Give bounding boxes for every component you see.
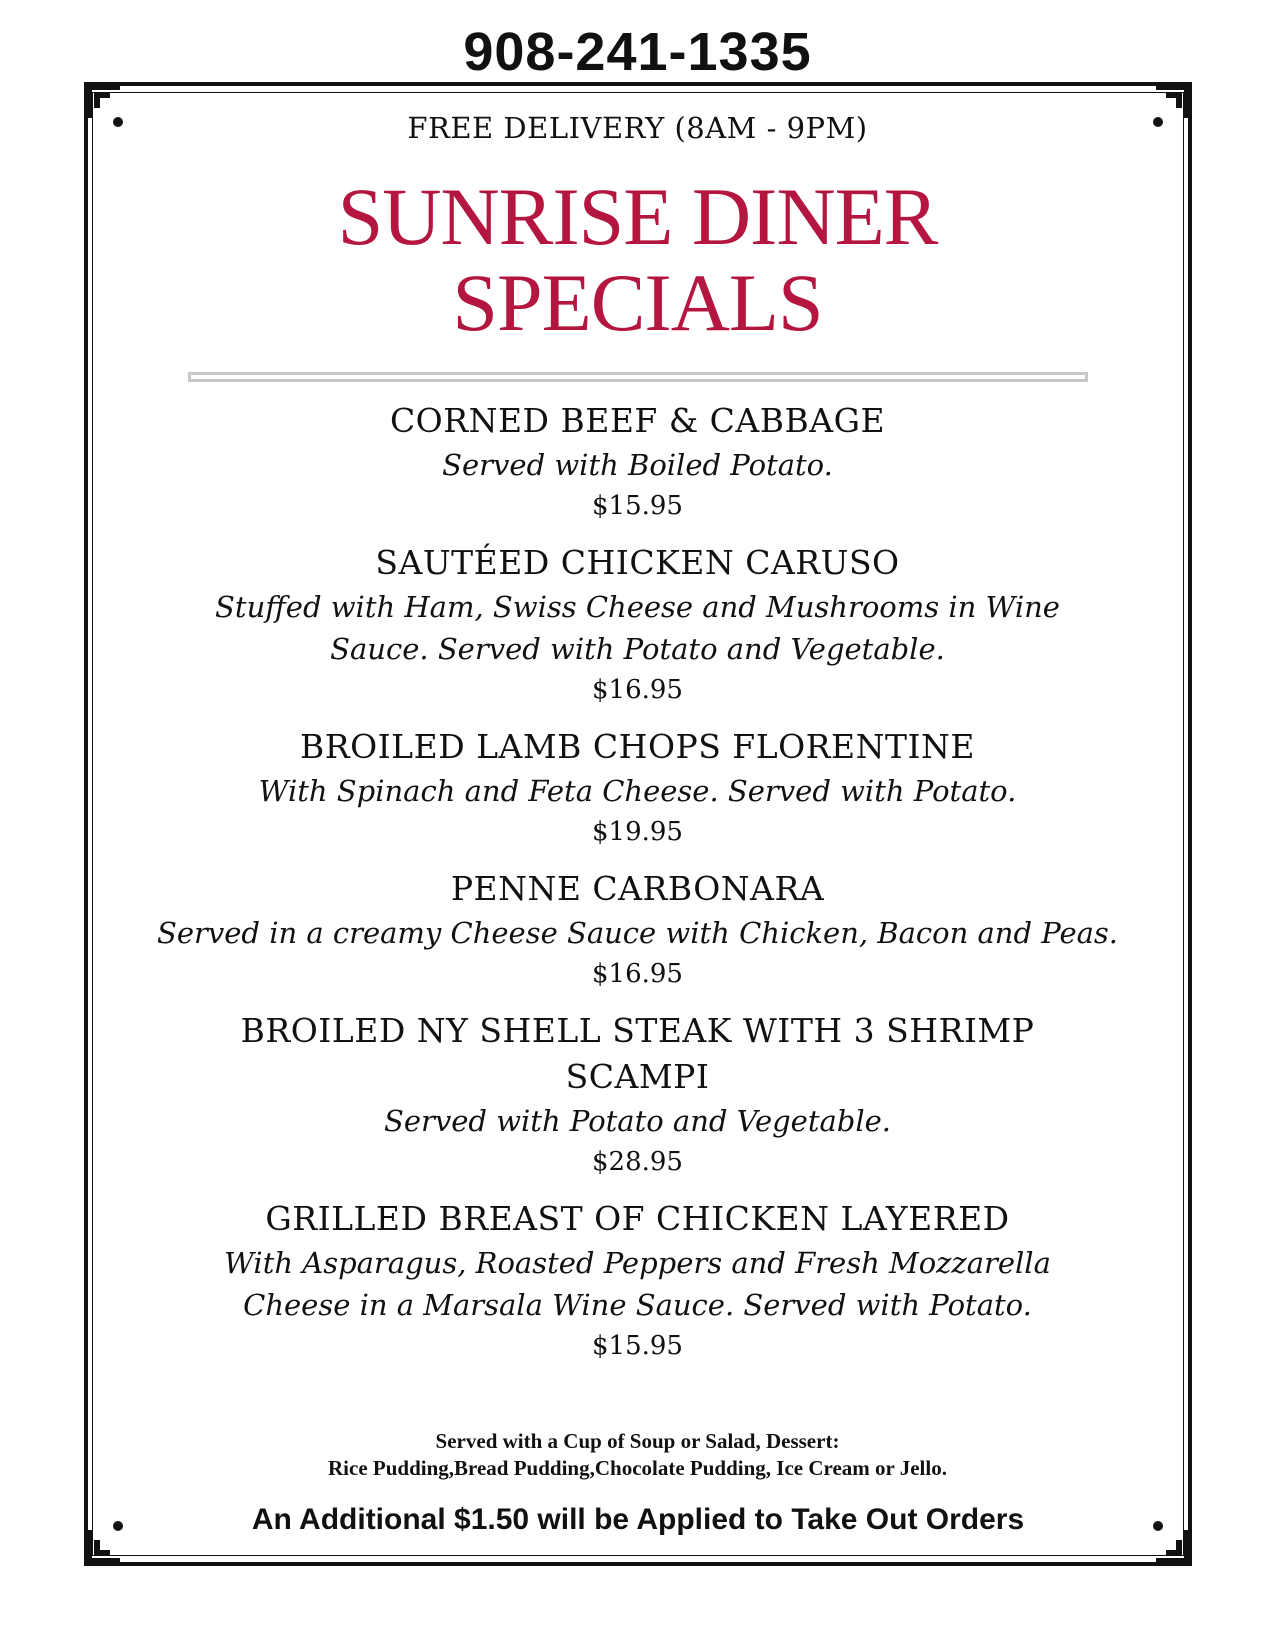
menu-item <box>150 724 1125 852</box>
menu-item <box>150 398 1125 526</box>
corner-ornament-icon <box>1134 78 1196 140</box>
menu-item-price: $19.95 <box>592 817 683 847</box>
takeout-surcharge-note: An Additional $1.50 will be Applied to Take Out Orders <box>251 1503 1025 1536</box>
menu-item-price: $16.95 <box>592 675 683 705</box>
title-divider <box>188 372 1088 382</box>
menu-item-description: With Spinach and Feta Cheese. Served with Potato. <box>258 774 1017 808</box>
menu-item-name: SAUTÉED CHICKEN CARUSO <box>375 543 900 582</box>
menu-item-name: BROILED NY SHELL STEAK WITH 3 SHRIMP SCAMPI <box>240 1011 1035 1096</box>
page-title: SUNRISE DINER SPECIALS <box>337 171 938 348</box>
menu-item-name: CORNED BEEF & CABBAGE <box>389 401 886 440</box>
menu-item-description: Stuffed with Ham, Swiss Cheese and Mushrooms in Wine Sauce. Served with Potato and Vegetable. <box>215 590 1060 666</box>
menu-item-name: PENNE CARBONARA <box>450 869 825 908</box>
menu-item <box>150 1196 1125 1366</box>
dinner-includes-note <box>150 1428 1125 1482</box>
menu-item-description: Served with Potato and Vegetable. <box>383 1104 892 1138</box>
footer-line-2: Rice Pudding,Bread Pudding,Chocolate Pudding, Ice Cream or Jello. <box>328 1456 947 1480</box>
menu-item-description: Served in a creamy Cheese Sauce with Chicken, Bacon and Peas. <box>156 916 1119 950</box>
menu-item-price: $16.95 <box>592 959 683 989</box>
corner-ornament-icon <box>80 78 142 140</box>
menu-item <box>150 866 1125 994</box>
delivery-hours: FREE DELIVERY (8AM - 9PM) <box>407 111 868 145</box>
menu-item-price: $15.95 <box>592 491 683 521</box>
menu-item <box>150 540 1125 710</box>
menu-item-name: GRILLED BREAST OF CHICKEN LAYERED <box>265 1199 1010 1238</box>
menu-item-name: BROILED LAMB CHOPS FLORENTINE <box>300 727 975 766</box>
footer-line-1: Served with a Cup of Soup or Salad, Dessert: <box>435 1429 840 1453</box>
menu-item-price: $28.95 <box>592 1147 683 1177</box>
menu-content <box>150 100 1125 1366</box>
menu-item <box>150 1008 1125 1182</box>
menu-item-price: $15.95 <box>592 1331 683 1361</box>
menu-item-description: With Asparagus, Roasted Peppers and Fresh Mozzarella Cheese in a Marsala Wine Sauce. Served with Potato. <box>224 1246 1051 1322</box>
menu-item-description: Served with Boiled Potato. <box>442 448 833 482</box>
phone-number: 908-241-1335 <box>463 22 812 82</box>
